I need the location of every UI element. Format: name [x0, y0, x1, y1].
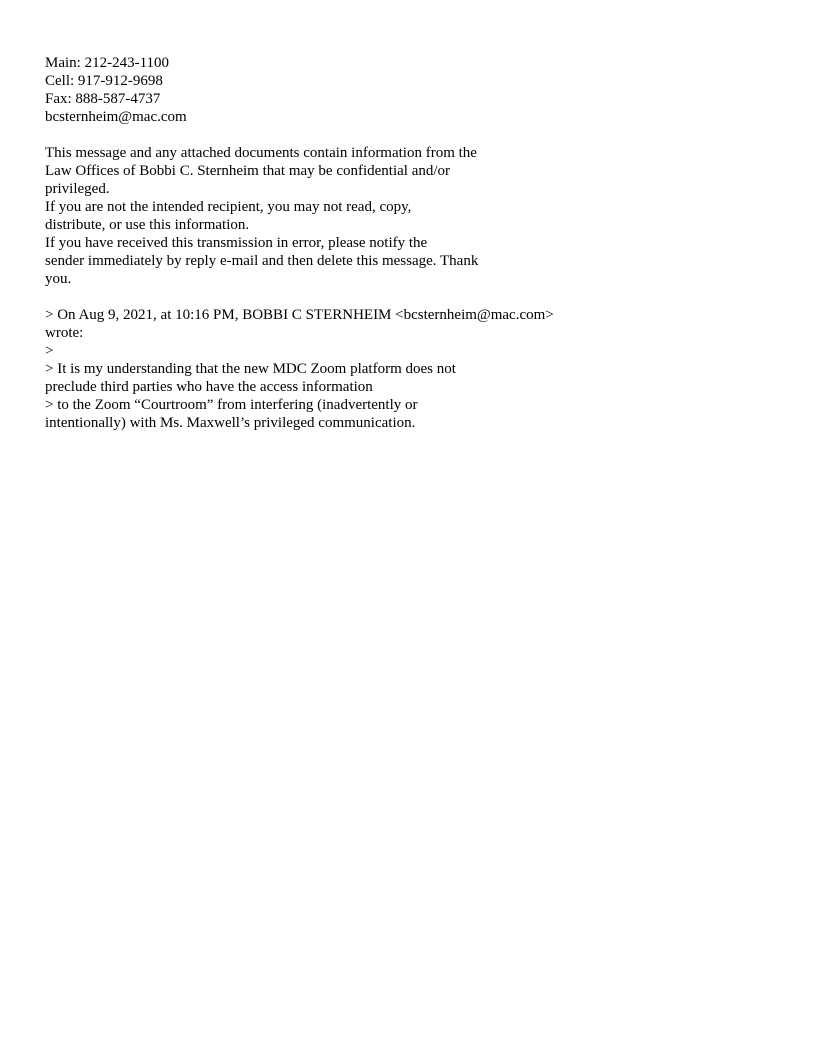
cell-phone: Cell: 917-912-9698: [45, 73, 163, 89]
disclaimer-line: Law Offices of Bobbi C. Sternheim that may be confidential and/or: [45, 163, 451, 179]
disclaimer-block: [45, 144, 765, 288]
quoted-line: > to the Zoom “Courtroom” from interfering (inadvertently or: [45, 397, 418, 413]
spacer: [45, 288, 765, 306]
email-address: bcsternheim@mac.com: [45, 109, 187, 125]
disclaimer-line: If you have received this transmission in error, please notify the: [45, 235, 428, 251]
contact-block: [45, 54, 765, 126]
quoted-line: wrote:: [45, 325, 84, 341]
disclaimer-line: you.: [45, 271, 72, 287]
quoted-message-block: [45, 306, 765, 432]
disclaimer-line: distribute, or use this information.: [45, 217, 250, 233]
disclaimer-line: sender immediately by reply e-mail and then delete this message. Thank: [45, 253, 479, 269]
quoted-line: intentionally) with Ms. Maxwell’s privileged communication.: [45, 415, 416, 431]
quoted-line: > On Aug 9, 2021, at 10:16 PM, BOBBI C STERNHEIM <bcsternheim@mac.com>: [45, 307, 554, 323]
email-document: [45, 54, 765, 432]
fax-number: Fax: 888-587-4737: [45, 91, 161, 107]
quoted-line: > It is my understanding that the new MDC Zoom platform does not: [45, 361, 456, 377]
disclaimer-line: This message and any attached documents contain information from the: [45, 145, 477, 161]
spacer: [45, 126, 765, 144]
quoted-line: preclude third parties who have the access information: [45, 379, 373, 395]
main-phone: Main: 212-243-1100: [45, 55, 170, 71]
quoted-line: >: [45, 343, 54, 359]
disclaimer-line: If you are not the intended recipient, you may not read, copy,: [45, 199, 412, 215]
disclaimer-line: privileged.: [45, 181, 110, 197]
